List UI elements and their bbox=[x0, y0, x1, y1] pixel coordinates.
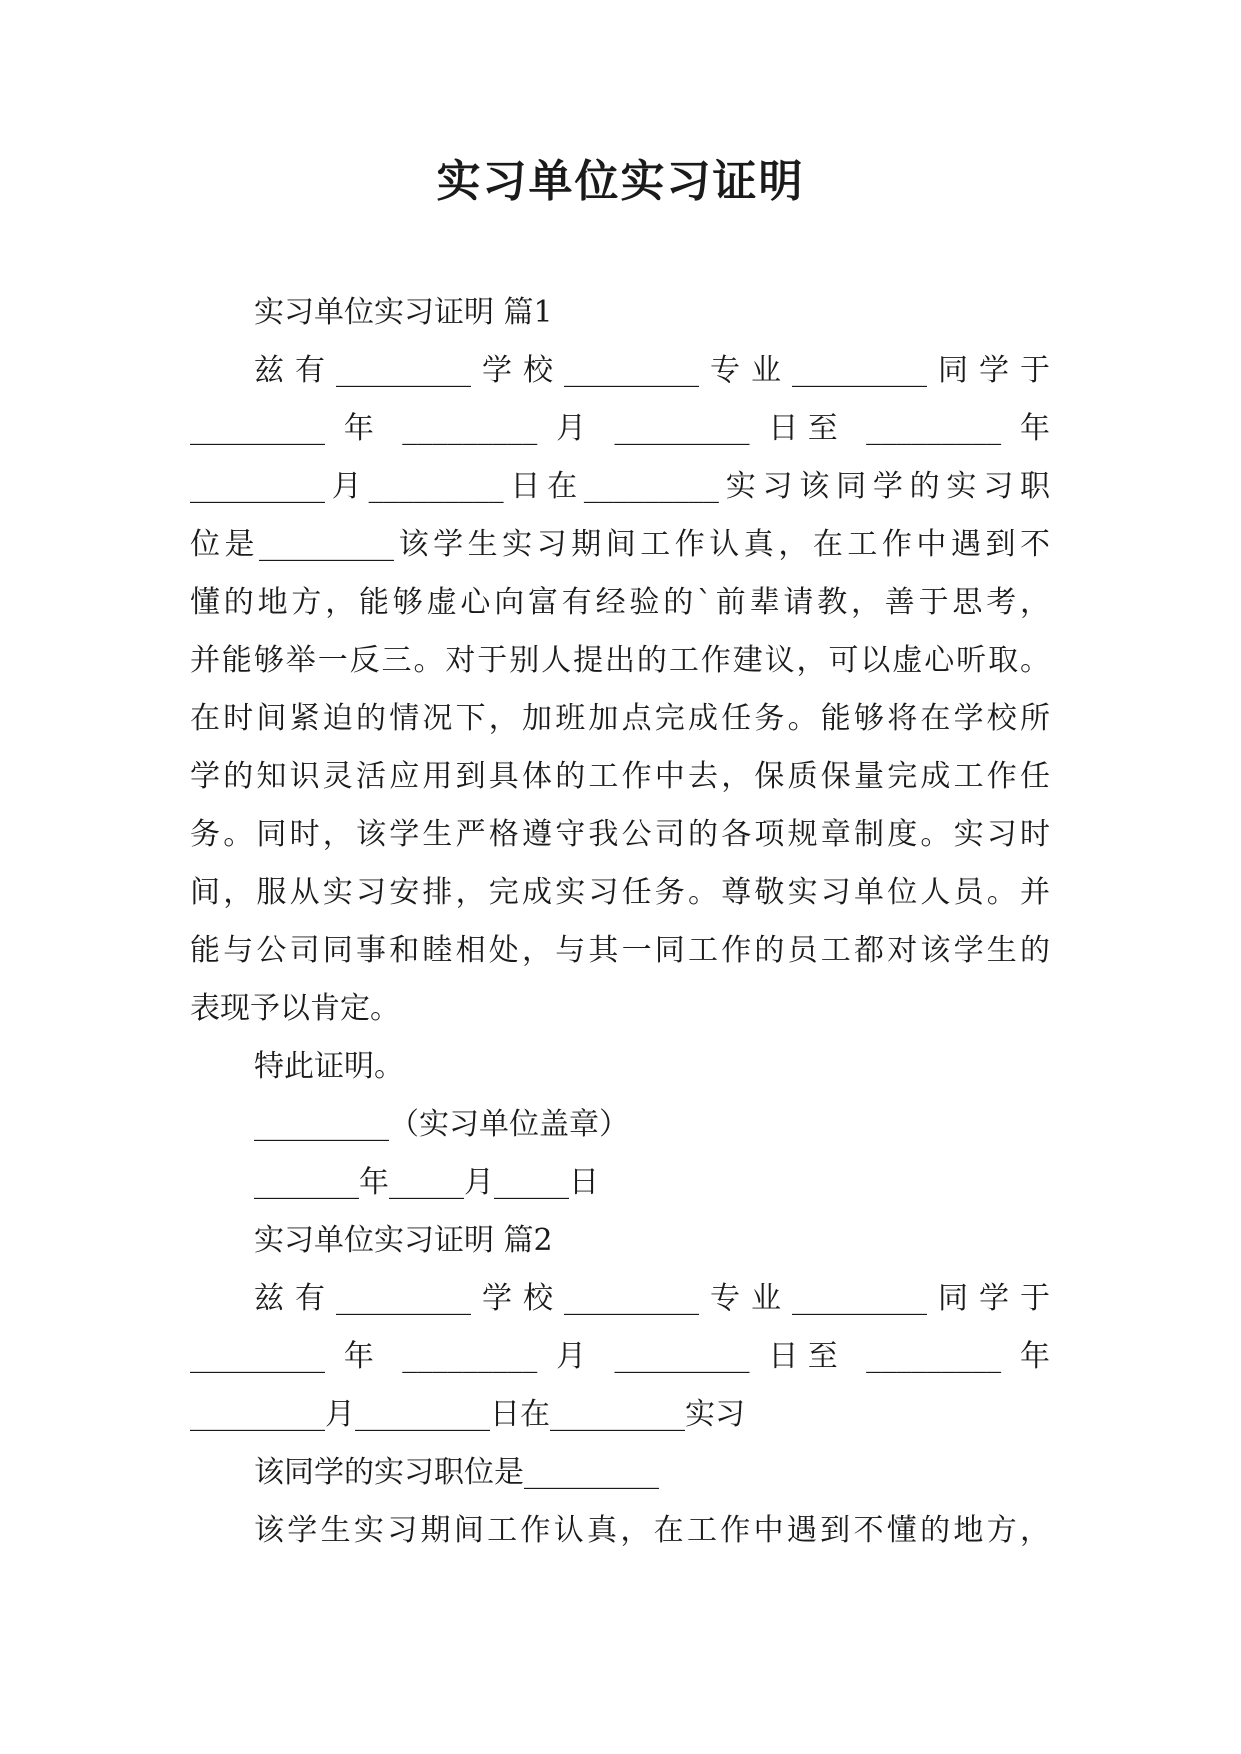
paragraph-line: 表现予以肯定。 bbox=[190, 991, 400, 1026]
date-line: _______年_____月_____日 bbox=[254, 1165, 599, 1200]
form-line: 兹有_________学校_________专业_________同学于 bbox=[254, 353, 1050, 388]
paragraph-line: 该学生实习期间工作认真，在工作中遇到不懂的地方， bbox=[254, 1513, 1050, 1548]
closing-line: 特此证明。 bbox=[254, 1049, 404, 1084]
paragraph-line: 能与公司同事和睦相处，与其一同工作的员工都对该学生的 bbox=[190, 933, 1050, 968]
seal-line: _________（实习单位盖章） bbox=[254, 1107, 629, 1142]
form-line: _________月_________日在_________实习 bbox=[190, 1397, 745, 1432]
paragraph-line: 在时间紧迫的情况下，加班加点完成任务。能够将在学校所 bbox=[190, 701, 1050, 736]
paragraph-line: 学的知识灵活应用到具体的工作中去，保质保量完成工作任 bbox=[190, 759, 1050, 794]
section-heading-1: 实习单位实习证明 篇1 bbox=[254, 295, 553, 330]
form-line: _________月_________日在_________实习该同学的实习职 bbox=[190, 469, 1050, 504]
form-line: _________ 年 _________ 月 _________ 日至 _________ 年 bbox=[190, 411, 1050, 446]
document-title: 实习单位实习证明 bbox=[436, 156, 805, 207]
paragraph-line: 务。同时，该学生严格遵守我公司的各项规章制度。实习时 bbox=[190, 817, 1050, 852]
form-line: 兹有_________学校_________专业_________同学于 bbox=[254, 1281, 1050, 1316]
form-line: 该同学的实习职位是_________ bbox=[254, 1455, 659, 1490]
paragraph-line: 懂的地方，能够虚心向富有经验的`前辈请教，善于思考， bbox=[190, 585, 1050, 620]
paragraph-line: 并能够举一反三。对于别人提出的工作建议，可以虚心听取。 bbox=[190, 643, 1050, 678]
paragraph-line: 间，服从实习安排，完成实习任务。尊敬实习单位人员。并 bbox=[190, 875, 1050, 910]
form-line: _________ 年 _________ 月 _________ 日至 _________ 年 bbox=[190, 1339, 1050, 1374]
paragraph-line: 位是_________该学生实习期间工作认真，在工作中遇到不 bbox=[190, 527, 1050, 562]
section-heading-2: 实习单位实习证明 篇2 bbox=[254, 1223, 553, 1258]
